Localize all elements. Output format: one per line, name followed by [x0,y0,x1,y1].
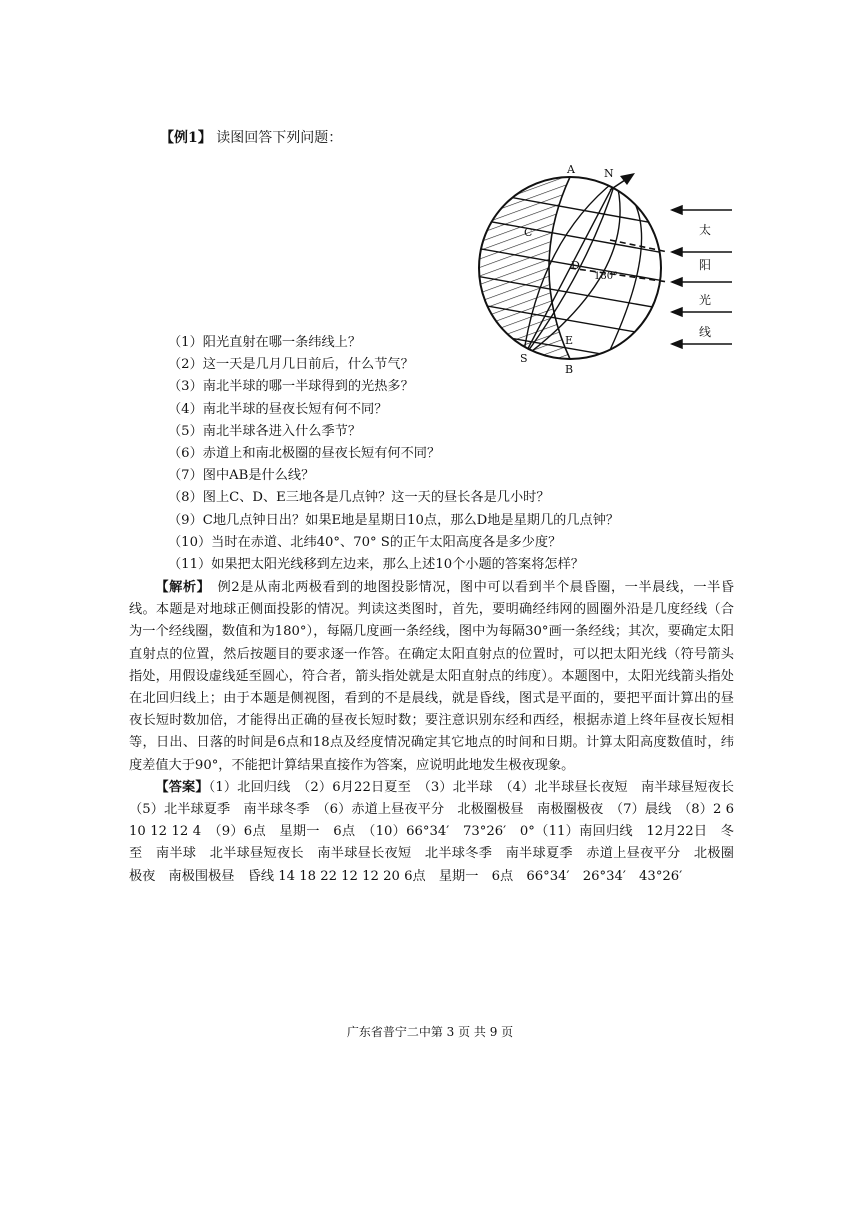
label-n: N [604,167,614,180]
question-item: （8）图上C、D、E三地各是几点钟？这一天的昼长各是几小时？ [168,490,550,506]
answer-paragraph [129,777,748,888]
label-d: D [571,259,580,272]
label-a: A [567,163,575,176]
solution-block [129,577,748,888]
answer-text: （1）北回归线 （2）6月22日夏至 （3）北半球 （4）北半球昼长夜短 南半球昼短夜长 （5）北半球夏季 南半球冬季 （6）赤道上昼夜平分 北极圈极昼 南极圈极夜 （7）晨线 （8）2 6 10 12 12 4 （9）6点 星期一 6点 （10）66°34′ 73°26′ 0°（11）南回归线 12月22日 冬至 南半球 北半球昼短夜长 南半球昼长夜短 北半球冬季 南半球夏季 赤道上昼夜平分 北极圈极夜 南极围极昼 昏线 14 18 22 12 12 20 6点 星期一 6点 66°34′ 26°34′ 43°26′ [129,779,748,884]
question-item: （4）南北半球的昼夜长短有何不同？ [168,401,388,417]
page-footer: 广东省普宁二中第 3 页 共 9 页 [346,1025,514,1039]
sun-char-4: 线 [699,325,712,339]
label-s: S [520,352,528,365]
axis-arrow [610,173,635,190]
question-item: （2）这一天是几月几日前后，什么节气？ [168,357,414,373]
question-item: （9）C地几点钟日出？如果E地是星期日10点，那么D地是星期几的几点钟？ [168,512,620,528]
analysis-text: 例2是从南北两极看到的地图投影情况，图中可以看到半个晨昏圈，一半晨线，一半昏线。本题是对地球正侧面投影的情况。判读这类图时，首先，要明确经纬网的圆圈外沿是几度经线（合为一个经线圈，数值和为180°），每隔几度画一条经线，图中为每隔30°画一条经线；其次，要确定太阳直射点的位置，然后按题目的要求逐一作答。在确定太阳直射点的位置时，可以把太阳光线（符号箭头指处，用假设虚线延至圆心，符合者，箭头指处就是太阳直射点的纬度）。本题图中，太阳光线箭头指处在北回归线上；由于本题是侧视图，看到的不是晨线，就是昏线，图式是平面的，要把平面计算出的昼夜长短时数加倍，才能得出正确的昼夜长短时数；要注意识别东经和西经，根据赤道上终年昼夜长短相等，日出、日落的时间是6点和18点及经度情况确定其它地点的时间和日期。计算太阳高度数值时，纬度差值大于90°，不能把计算结果直接作为答案，应说明此地发生极夜现象。 [129,580,734,773]
answer-tag: 【答案】 [155,779,209,795]
sun-char-2: 阳 [699,258,712,272]
example-heading [160,128,342,148]
direct-ray-dashed-lines [570,240,668,282]
label-180-degrees: 180° [594,271,619,282]
example-prompt: 读图回答下列问题： [211,130,343,146]
sun-char-1: 太 [699,223,712,237]
question-item: （10）当时在赤道、北纬40°、70° S的正午太阳高度各是多少度？ [168,534,562,550]
label-e: E [565,334,574,347]
question-item: （6）赤道上和南北极圈的昼夜长短有何不同？ [168,446,441,462]
analysis-tag: 【解析】 [155,580,204,595]
question-item: （3）南北半球的哪一半球得到的光热多？ [168,379,414,395]
sun-char-3: 光 [699,293,712,307]
example-tag: 【例1】 [160,130,212,146]
analysis-paragraph [129,577,734,777]
label-b: B [565,363,574,376]
question-item: （7）图中AB是什么线？ [168,468,315,484]
question-item: （5）南北半球各进入什么季节？ [168,423,362,439]
question-item: （1）阳光直射在哪一条纬线上？ [168,335,362,350]
question-list [168,332,688,576]
label-c: C [524,226,533,239]
question-item: （11）如果把太阳光线移到左边来，那么上述10个小题的答案将怎样？ [168,557,584,573]
